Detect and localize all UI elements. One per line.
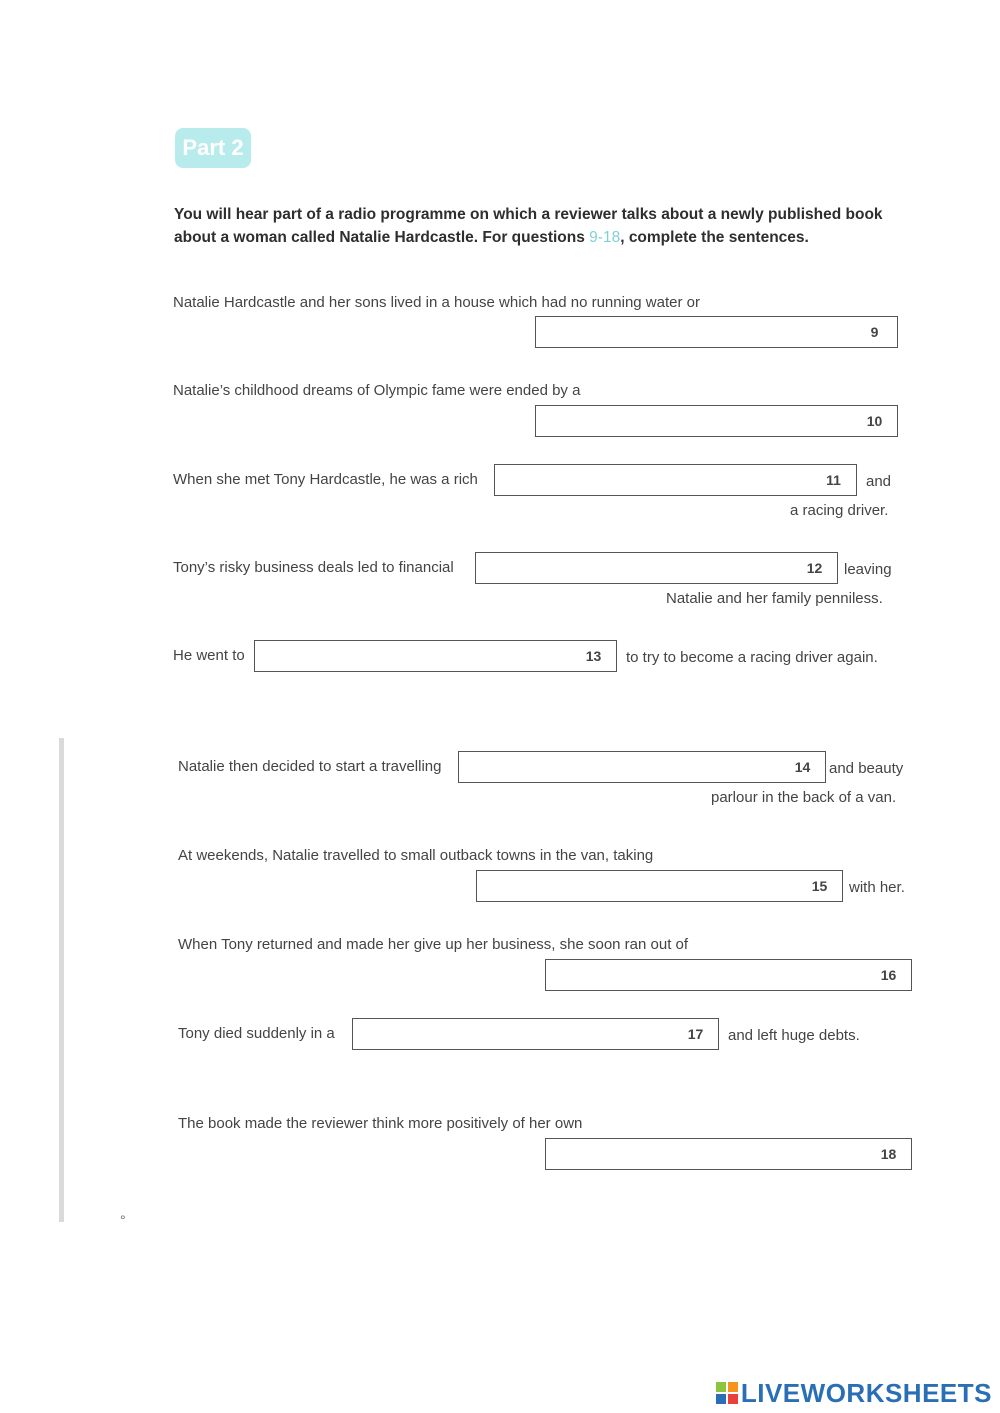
answer-input-16[interactable]: [545, 959, 867, 991]
part-badge: Part 2: [175, 128, 251, 168]
question-15-after: with her.: [849, 879, 905, 896]
question-11-continuation: a racing driver.: [790, 502, 889, 519]
question-number-17: 17: [673, 1018, 719, 1050]
instructions: [174, 203, 914, 249]
question-15-text: At weekends, Natalie travelled to small outback towns in the van, taking: [178, 847, 654, 864]
question-number-11: 11: [811, 464, 857, 496]
question-number-16: 16: [866, 959, 912, 991]
answer-input-14[interactable]: [458, 751, 781, 783]
answer-input-9[interactable]: [535, 316, 853, 348]
question-number-13: 13: [571, 640, 617, 672]
answer-input-10[interactable]: [535, 405, 853, 437]
question-number-18: 18: [866, 1138, 912, 1170]
question-13-text: He went to: [173, 647, 245, 664]
page-margin-line: [59, 738, 64, 1222]
answer-input-12[interactable]: [475, 552, 793, 584]
question-14-after: and beauty: [829, 760, 904, 777]
question-number-10: 10: [852, 405, 898, 437]
answer-input-13[interactable]: [254, 640, 572, 672]
question-number-15: 15: [797, 870, 843, 902]
question-number-9: 9: [852, 316, 898, 348]
answer-input-18[interactable]: [545, 1138, 867, 1170]
liveworksheets-logo-text: LIVEWORKSHEETS: [740, 1377, 992, 1408]
question-14-continuation: parlour in the back of a van.: [711, 789, 897, 806]
liveworksheets-logo-icon: [716, 1382, 738, 1404]
question-16-text: When Tony returned and made her give up her business, she soon ran out of: [178, 936, 689, 953]
question-12-text: Tony’s risky business deals led to financial: [173, 559, 454, 576]
answer-input-17[interactable]: [352, 1018, 674, 1050]
answer-input-15[interactable]: [476, 870, 798, 902]
instructions-text-end: , complete the sentences.: [620, 229, 809, 246]
liveworksheets-logo[interactable]: [716, 1378, 992, 1408]
question-11-text: When she met Tony Hardcastle, he was a rich: [173, 471, 478, 488]
question-11-after: and: [866, 473, 892, 490]
question-17-text: Tony died suddenly in a: [178, 1025, 335, 1042]
question-14-text: Natalie then decided to start a travelling: [178, 758, 442, 775]
question-18-text: The book made the reviewer think more positively of her own: [178, 1115, 583, 1132]
stray-mark: °: [120, 1212, 126, 1228]
question-12-continuation: Natalie and her family penniless.: [666, 590, 883, 607]
answer-input-11[interactable]: [494, 464, 812, 496]
question-number-12: 12: [792, 552, 838, 584]
question-range: 9-18: [589, 229, 621, 246]
question-number-14: 14: [780, 751, 826, 783]
question-17-after: and left huge debts.: [728, 1027, 860, 1044]
question-9-text: Natalie Hardcastle and her sons lived in a house which had no running water or: [173, 294, 700, 311]
instructions-text: You will hear part of a radio programme on which a reviewer talks about a newly published book about a woman called Natalie Hardcastle. For questions: [174, 206, 883, 246]
question-12-after: leaving: [844, 561, 892, 578]
question-10-text: Natalie’s childhood dreams of Olympic fame were ended by a: [173, 382, 581, 399]
question-13-after: to try to become a racing driver again.: [626, 649, 878, 666]
